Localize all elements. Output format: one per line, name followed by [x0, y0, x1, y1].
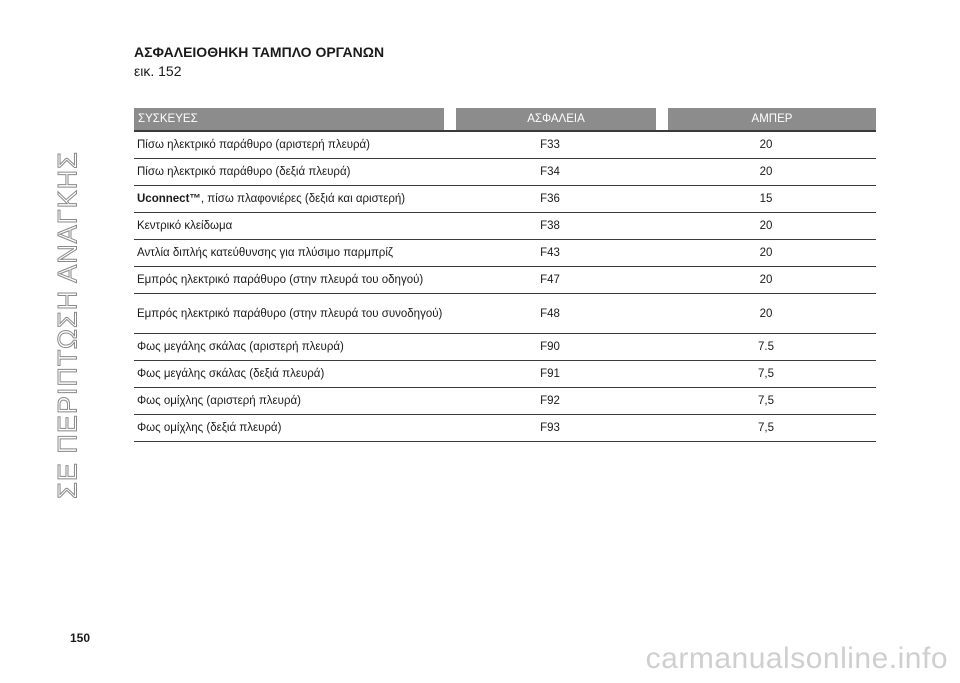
table-row — [134, 186, 876, 213]
cell-amp: 15 — [759, 193, 773, 205]
table-row — [134, 132, 876, 159]
table-row — [134, 240, 876, 267]
header-amp: ΑΜΠΕΡ — [668, 108, 876, 130]
cell-device: Πίσω ηλεκτρικό παράθυρο (δεξιά πλευρά) — [137, 166, 351, 178]
cell-amp: 20 — [759, 166, 773, 178]
table-row — [134, 159, 876, 186]
cell-device: Φως ομίχλης (δεξιά πλευρά) — [137, 422, 282, 434]
table-row — [134, 267, 876, 294]
cell-fuse: F36 — [540, 193, 560, 205]
table-row — [134, 388, 876, 415]
cell-device: Εμπρός ηλεκτρικό παράθυρο (στην πλευρά του οδηγού) — [137, 274, 424, 286]
fuse-table — [134, 108, 876, 442]
cell-device: Φως μεγάλης σκάλας (αριστερή πλευρά) — [137, 341, 344, 353]
watermark: carmanualsonline.info — [645, 642, 948, 675]
table-row — [134, 361, 876, 388]
cell-fuse: F93 — [540, 422, 560, 434]
cell-device: Πίσω ηλεκτρικό παράθυρο (αριστερή πλευρά) — [137, 139, 371, 151]
cell-fuse: F92 — [540, 395, 560, 407]
cell-fuse: F90 — [540, 341, 560, 353]
section-side-title: ΣΕ ΠΕΡΙΠΤΩΣΗ ΑΝΑΓΚΗΣ — [52, 151, 83, 499]
header-device: ΣΥΣΚΕΥΕΣ — [134, 108, 444, 130]
cell-device: Φως μεγάλης σκάλας (δεξιά πλευρά) — [137, 368, 325, 380]
table-row — [134, 294, 876, 334]
cell-device: Φως ομίχλης (αριστερή πλευρά) — [137, 395, 301, 407]
cell-amp: 20 — [759, 247, 773, 259]
page-title: ΑΣΦΑΛΕΙΟΘΗΚΗ ΤΑΜΠΛΟ ΟΡΓΑΝΩΝ — [134, 44, 385, 60]
page-number: 150 — [70, 631, 91, 645]
cell-fuse: F38 — [540, 220, 560, 232]
header-fuse: ΑΣΦΑΛΕΙΑ — [456, 108, 656, 130]
cell-device: Uconnect™, πίσω πλαφονιέρες (δεξιά και αριστερή) — [137, 193, 406, 205]
cell-fuse: F33 — [540, 139, 560, 151]
cell-fuse: F43 — [540, 247, 560, 259]
header-gap — [656, 108, 668, 130]
cell-amp: 7,5 — [758, 395, 774, 407]
cell-amp: 7,5 — [758, 422, 774, 434]
cell-amp: 20 — [759, 274, 773, 286]
table-row — [134, 415, 876, 442]
cell-fuse: F48 — [540, 307, 560, 320]
cell-fuse: F34 — [540, 166, 560, 178]
cell-amp: 7.5 — [758, 341, 774, 353]
cell-device: Εμπρός ηλεκτρικό παράθυρο (στην πλευρά του συνοδηγού) — [137, 307, 443, 320]
cell-device: Κεντρικό κλείδωμα — [137, 220, 233, 232]
table-row — [134, 213, 876, 240]
figure-reference: εικ. 152 — [134, 63, 182, 79]
header-gap — [444, 108, 456, 130]
table-header — [134, 108, 876, 130]
cell-fuse: F47 — [540, 274, 560, 286]
cell-amp: 20 — [759, 220, 773, 232]
cell-amp: 20 — [759, 139, 773, 151]
cell-fuse: F91 — [540, 368, 560, 380]
cell-amp: 7,5 — [758, 368, 774, 380]
table-row — [134, 334, 876, 361]
cell-amp: 20 — [759, 307, 773, 320]
cell-device: Αντλία διπλής κατεύθυνσης για πλύσιμο παρμπρίζ — [137, 247, 393, 259]
